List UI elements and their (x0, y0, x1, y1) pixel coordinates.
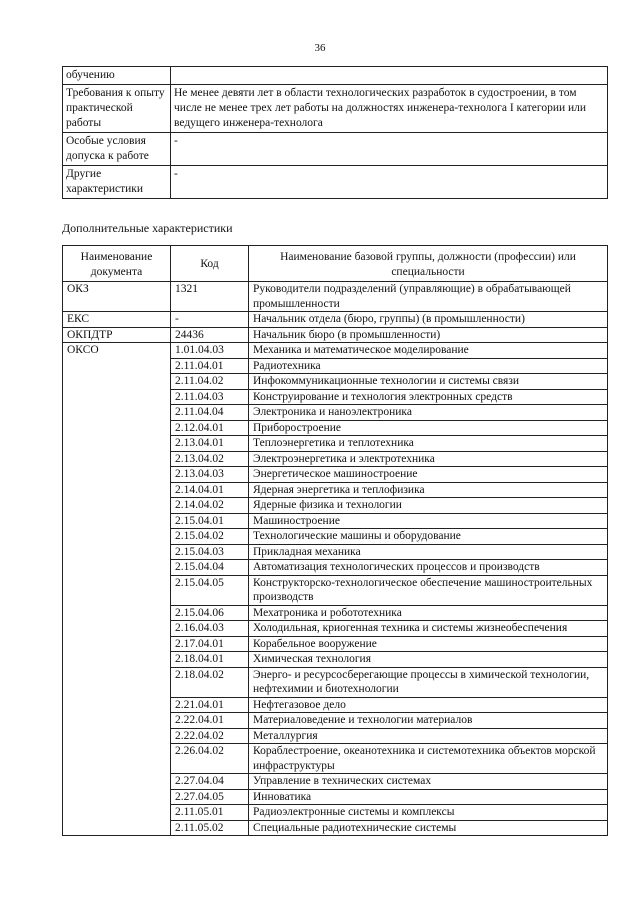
cell-name: Руководители подразделений (управляющие) в обрабатывающей промышленности (249, 282, 608, 312)
cell-code: 2.11.04.04 (171, 405, 249, 421)
cell-document: ОКСО (63, 343, 171, 836)
table-row (63, 282, 608, 312)
cell-name: Холодильная, криогенная техника и системы жизнеобеспечения (249, 621, 608, 637)
row-label: Особые условия допуска к работе (63, 133, 171, 166)
cell-name: Энергетическое машиностроение (249, 467, 608, 483)
cell-code: 2.17.04.01 (171, 636, 249, 652)
cell-name: Радиоэлектронные системы и комплексы (249, 805, 608, 821)
cell-name: Химическая технология (249, 652, 608, 668)
cell-code: 2.14.04.02 (171, 498, 249, 514)
header-document: Наименование документа (63, 246, 171, 282)
cell-name: Нефтегазовое дело (249, 697, 608, 713)
page-number: 36 (314, 42, 326, 54)
cell-code: 2.12.04.01 (171, 420, 249, 436)
cell-code: 1.01.04.03 (171, 343, 249, 359)
requirements-table (62, 66, 608, 199)
table-row (63, 85, 608, 133)
cell-name: Материаловедение и технологии материалов (249, 713, 608, 729)
cell-name: Приборостроение (249, 420, 608, 436)
cell-code: 2.15.04.02 (171, 529, 249, 545)
additional-characteristics-table (62, 245, 608, 836)
row-label: Требования к опыту практической работы (63, 85, 171, 133)
section-title: Дополнительные характеристики (62, 221, 233, 235)
cell-name: Начальник бюро (в промышленности) (249, 327, 608, 343)
cell-code: 2.14.04.01 (171, 482, 249, 498)
cell-code: 2.16.04.03 (171, 621, 249, 637)
row-value: Не менее девяти лет в области технологических разработок в судостроении, в том числе не менее трех лет работы на должностях инженера-технолога I категории или ведущего инженера-технолога (171, 85, 608, 133)
cell-name: Механика и математическое моделирование (249, 343, 608, 359)
cell-name: Технологические машины и оборудование (249, 529, 608, 545)
cell-code: 1321 (171, 282, 249, 312)
cell-name: Машиностроение (249, 513, 608, 529)
cell-name: Автоматизация технологических процессов и производств (249, 560, 608, 576)
cell-code: 2.15.04.04 (171, 560, 249, 576)
cell-name: Электроника и наноэлектроника (249, 405, 608, 421)
row-value (171, 67, 608, 85)
cell-code: 2.15.04.06 (171, 605, 249, 621)
cell-document: ОКЗ (63, 282, 171, 312)
cell-name: Энерго- и ресурсосберегающие процессы в химической технологии, нефтехимии и биотехнологии (249, 667, 608, 697)
table-row (63, 133, 608, 166)
cell-code: 2.13.04.01 (171, 436, 249, 452)
table-row (63, 312, 608, 328)
header-name: Наименование базовой группы, должности (профессии) или специальности (249, 246, 608, 282)
cell-name: Начальник отдела (бюро, группы) (в промышленности) (249, 312, 608, 328)
cell-code: 2.13.04.03 (171, 467, 249, 483)
cell-name: Мехатроника и робототехника (249, 605, 608, 621)
row-value: - (171, 166, 608, 199)
cell-name: Конструкторско-технологическое обеспечение машиностроительных производств (249, 575, 608, 605)
cell-code: 2.13.04.02 (171, 451, 249, 467)
cell-code: 2.26.04.02 (171, 744, 249, 774)
table-row (63, 67, 608, 85)
cell-name: Радиотехника (249, 358, 608, 374)
table-row (63, 343, 608, 359)
cell-code: - (171, 312, 249, 328)
cell-code: 2.11.05.01 (171, 805, 249, 821)
cell-name: Электроэнергетика и электротехника (249, 451, 608, 467)
cell-name: Ядерная энергетика и теплофизика (249, 482, 608, 498)
cell-code: 24436 (171, 327, 249, 343)
cell-document: ОКПДТР (63, 327, 171, 343)
cell-code: 2.27.04.04 (171, 774, 249, 790)
cell-code: 2.15.04.01 (171, 513, 249, 529)
cell-code: 2.27.04.05 (171, 789, 249, 805)
cell-code: 2.15.04.05 (171, 575, 249, 605)
cell-document: ЕКС (63, 312, 171, 328)
cell-name: Прикладная механика (249, 544, 608, 560)
cell-code: 2.22.04.01 (171, 713, 249, 729)
cell-code: 2.18.04.01 (171, 652, 249, 668)
cell-code: 2.11.04.02 (171, 374, 249, 390)
cell-code: 2.21.04.01 (171, 697, 249, 713)
cell-name: Управление в технических системах (249, 774, 608, 790)
table-row (63, 327, 608, 343)
cell-name: Корабельное вооружение (249, 636, 608, 652)
cell-code: 2.11.04.03 (171, 389, 249, 405)
cell-code: 2.18.04.02 (171, 667, 249, 697)
cell-name: Кораблестроение, океанотехника и системотехника объектов морской инфраструктуры (249, 744, 608, 774)
table-row (63, 166, 608, 199)
cell-code: 2.15.04.03 (171, 544, 249, 560)
table-header-row (63, 246, 608, 282)
cell-name: Специальные радиотехнические системы (249, 820, 608, 836)
row-label: Другие характеристики (63, 166, 171, 199)
row-label: обучению (63, 67, 171, 85)
row-value: - (171, 133, 608, 166)
cell-name: Теплоэнергетика и теплотехника (249, 436, 608, 452)
cell-name: Инноватика (249, 789, 608, 805)
cell-name: Конструирование и технология электронных средств (249, 389, 608, 405)
cell-code: 2.22.04.02 (171, 728, 249, 744)
cell-name: Ядерные физика и технологии (249, 498, 608, 514)
cell-name: Инфокоммуникационные технологии и системы связи (249, 374, 608, 390)
header-code: Код (171, 246, 249, 282)
cell-code: 2.11.04.01 (171, 358, 249, 374)
cell-code: 2.11.05.02 (171, 820, 249, 836)
cell-name: Металлургия (249, 728, 608, 744)
